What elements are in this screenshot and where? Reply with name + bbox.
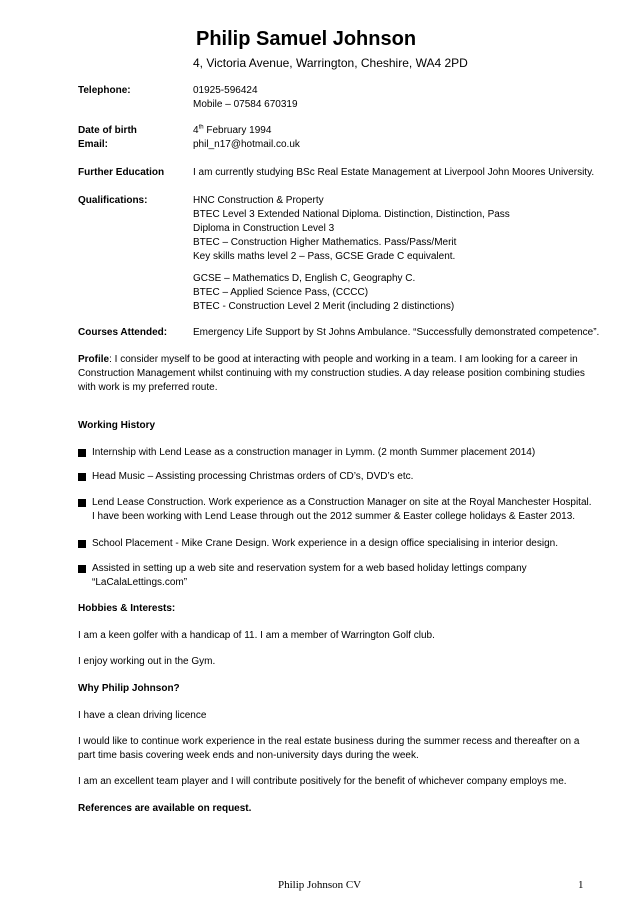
- dob-value: 4th February 1994: [193, 124, 272, 136]
- qualifications-list: [193, 194, 510, 264]
- cv-address: 4, Victoria Avenue, Warrington, Cheshire, WA4 2PD: [193, 56, 468, 70]
- hobbies-heading: Hobbies & Interests:: [78, 603, 176, 614]
- qualification-item: BTEC Level 3 Extended National Diploma. Distinction, Distinction, Pass: [193, 209, 510, 220]
- why-line-1: I have a clean driving licence: [78, 710, 207, 721]
- footer-title: Philip Johnson CV: [278, 879, 362, 891]
- working-history-heading: Working History: [78, 420, 156, 431]
- hobbies-line-2: I enjoy working out in the Gym.: [78, 656, 216, 667]
- cv-name: Philip Samuel Johnson: [196, 28, 417, 50]
- further-education-label: Further Education: [78, 167, 165, 178]
- page-number: 1: [578, 879, 584, 891]
- qualification-item: BTEC – Applied Science Pass, (CCCC): [193, 287, 369, 298]
- qualification-item: HNC Construction & Property: [193, 195, 324, 206]
- why-line-3: I am an excellent team player and I will contribute positively for the benefit of whichever company employs me.: [78, 776, 567, 787]
- telephone-mobile: Mobile – 07584 670319: [193, 99, 298, 110]
- qualification-item: BTEC - Construction Level 2 Merit (including 2 distinctions): [193, 301, 455, 312]
- qualifications-list-2: [193, 272, 454, 314]
- courses-label: Courses Attended:: [78, 327, 168, 338]
- qualification-item: BTEC – Construction Higher Mathematics. Pass/Pass/Merit: [193, 237, 457, 248]
- qualification-item: GCSE – Mathematics D, English C, Geography C.: [193, 273, 416, 284]
- hobbies-line-1: I am a keen golfer with a handicap of 11. I am a member of Warrington Golf club.: [78, 630, 435, 641]
- square-bullet-icon: [78, 540, 86, 548]
- qualification-item: Key skills maths level 2 – Pass, GCSE Grade C equivalent.: [193, 251, 456, 262]
- why-line-2: I would like to continue work experience in the real estate business during the summer recess and thereafter on a part time basis covering week ends and non-university days during the week.: [78, 736, 580, 761]
- square-bullet-icon: [78, 449, 86, 457]
- square-bullet-icon: [78, 565, 86, 573]
- why-heading: Why Philip Johnson?: [78, 683, 180, 694]
- further-education-value: I am currently studying BSc Real Estate Management at Liverpool John Moores University.: [193, 167, 595, 178]
- profile-text: : I consider myself to be good at interacting with people and working in a team. I am looking for a career in Construction Management whilst continuing with my construction studies. A day release position combining studies with work is my preferred route.: [78, 354, 585, 393]
- profile-paragraph: [78, 353, 598, 395]
- email-label: Email:: [78, 139, 109, 150]
- square-bullet-icon: [78, 499, 86, 507]
- qualification-item: Diploma in Construction Level 3: [193, 223, 335, 234]
- square-bullet-icon: [78, 473, 86, 481]
- profile-label: Profile: [78, 354, 110, 365]
- dob-label: Date of birth: [78, 125, 137, 136]
- telephone-label: Telephone:: [78, 85, 131, 96]
- telephone-landline: 01925-596424: [193, 85, 258, 96]
- email-value: phil_n17@hotmail.co.uk: [193, 139, 300, 150]
- courses-value: Emergency Life Support by St Johns Ambulance. “Successfully demonstrated competence”.: [193, 327, 600, 338]
- references-note: References are available on request.: [78, 803, 252, 814]
- qualifications-label: Qualifications:: [78, 195, 148, 206]
